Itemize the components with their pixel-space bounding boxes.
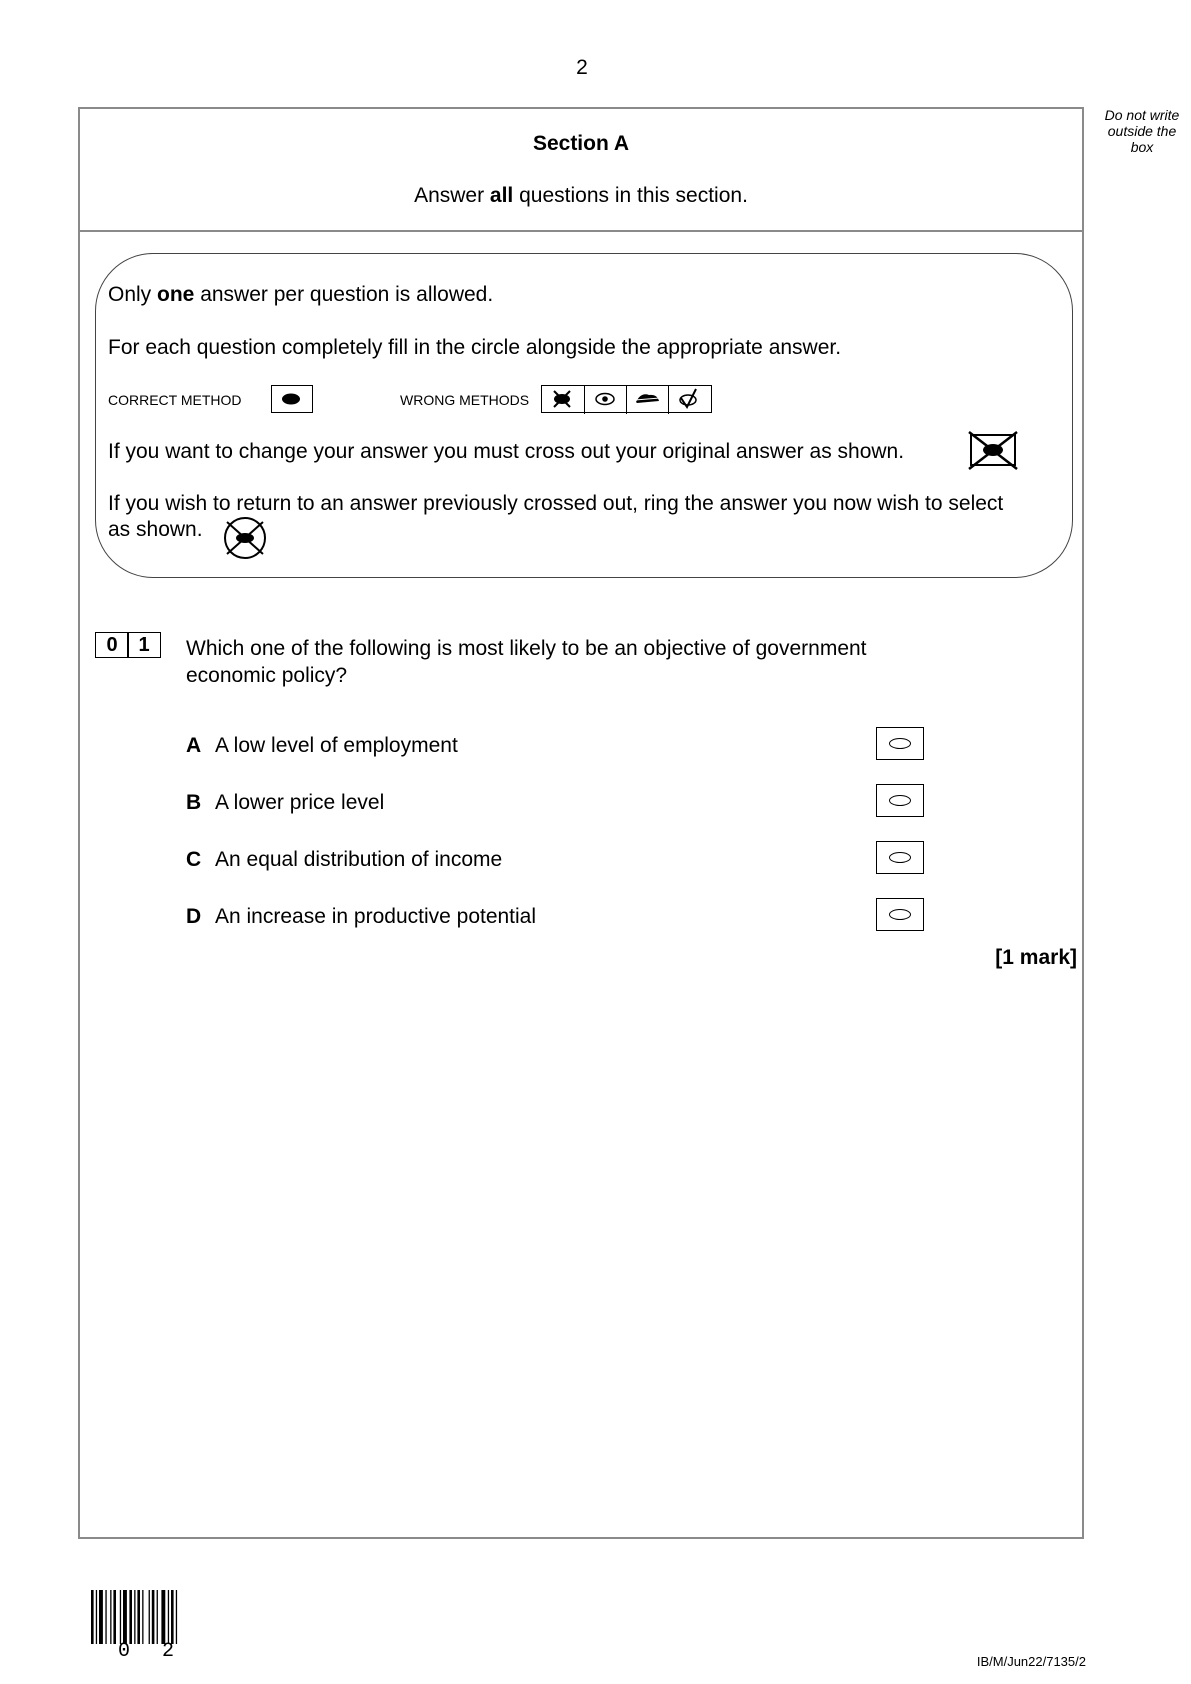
wrong-method-cross-icon: [542, 386, 582, 414]
ringed-answer-icon: [219, 515, 275, 561]
option-b-answer-box[interactable]: [876, 784, 924, 817]
header-divider: [78, 230, 1084, 232]
page-number: 2: [576, 56, 588, 79]
barcode-number: 0 2: [118, 1640, 185, 1663]
option-a-text: A low level of employment: [215, 734, 458, 757]
crossed-out-answer-icon: [968, 431, 1020, 471]
option-d-text: An increase in productive potential: [215, 905, 537, 928]
wrong-method-tick-icon: [668, 386, 708, 414]
instruction-change-answer: If you want to change your answer you must cross out your original answer as shown.: [108, 440, 905, 463]
section-instruction: Answer all questions in this section.: [414, 184, 748, 207]
section-title: Section A: [532, 132, 630, 155]
empty-oval-icon: [889, 738, 911, 749]
marks-label: [1 mark]: [995, 946, 1077, 969]
instruction-one-answer: Only one answer per question is allowed.: [108, 283, 494, 306]
option-d-letter: D: [186, 905, 202, 928]
question-number-digit-1: 0: [95, 632, 129, 658]
question-text: Which one of the following is most likely to be an objective of government economic policy?: [186, 637, 867, 687]
empty-oval-icon: [889, 795, 911, 806]
correct-method-label: CORRECT METHOD: [108, 392, 242, 408]
option-c-answer-box[interactable]: [876, 841, 924, 874]
option-b-text: A lower price level: [215, 791, 385, 814]
empty-oval-icon: [889, 909, 911, 920]
instruction-fill-circle: For each question completely fill in the circle alongside the appropriate answer.: [108, 336, 842, 359]
option-a-letter: A: [186, 734, 202, 757]
option-c-letter: C: [186, 848, 202, 871]
empty-oval-icon: [889, 852, 911, 863]
margin-note: Do not write outside the box: [1104, 107, 1180, 155]
option-b-letter: B: [186, 791, 202, 814]
instruction-return-answer: If you wish to return to an answer previously crossed out, ring the answer you now wish to select: [108, 492, 1004, 515]
question-number-digit-2: 1: [127, 632, 161, 658]
option-a-answer-box[interactable]: [876, 727, 924, 760]
wrong-method-scribble-icon: [626, 386, 666, 414]
instruction-as-shown: as shown.: [108, 518, 203, 541]
barcode: [91, 1590, 203, 1644]
option-c-text: An equal distribution of income: [215, 848, 503, 871]
paper-code: IB/M/Jun22/7135/2: [976, 1654, 1086, 1669]
wrong-methods-examples: [541, 385, 712, 413]
correct-method-example: [271, 385, 313, 413]
filled-oval-icon: [272, 386, 312, 412]
wrong-methods-label: WRONG METHODS: [400, 392, 530, 408]
wrong-method-dot-icon: [584, 386, 624, 414]
option-d-answer-box[interactable]: [876, 898, 924, 931]
